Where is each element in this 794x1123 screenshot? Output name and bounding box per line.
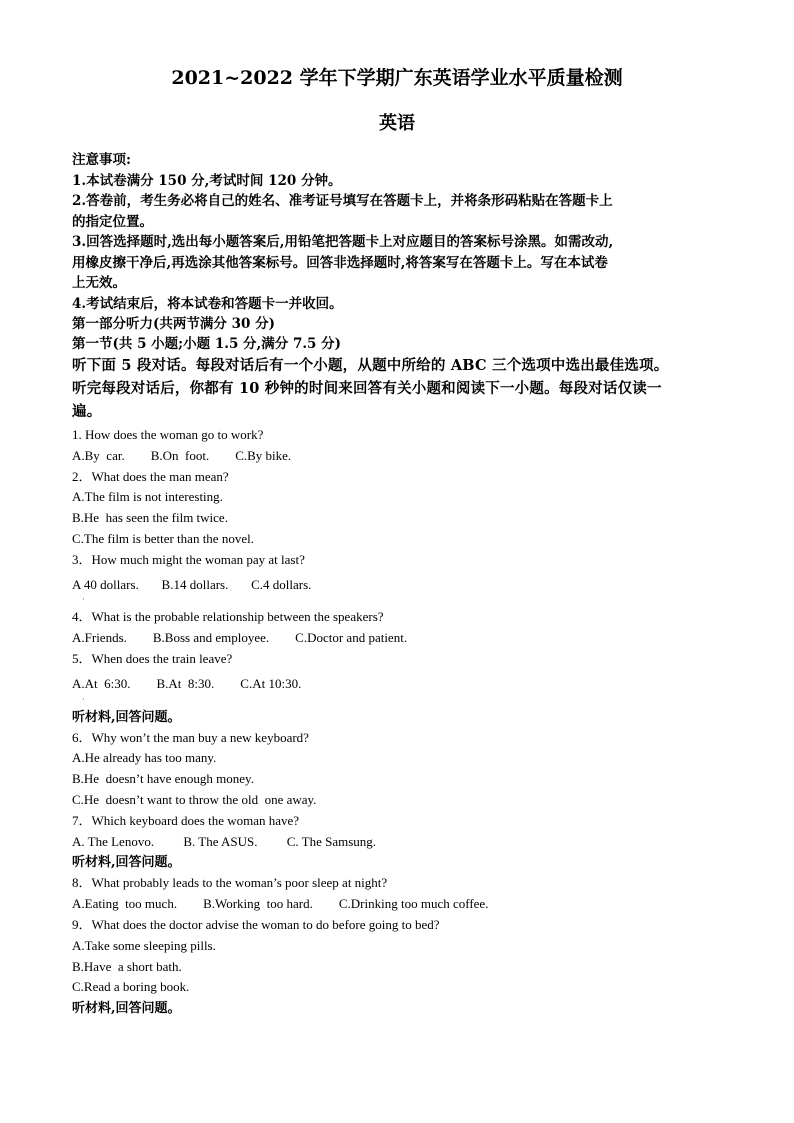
question-8-options: A.Eating too much. B.Working too hard. C.Drinking too much coffee. xyxy=(72,896,489,912)
section1-heading: 第一节(共 5 小题;小题 1.5 分,满分 7.5 分) xyxy=(72,336,342,352)
instruction-line: 听下面 5 段对话。每段对话后有一个小题，从题中所给的 ABC 三个选项中选出最佳选项。 xyxy=(72,357,669,374)
question-5: 5．When does the train leave? xyxy=(72,650,233,666)
instruction-line: 遍。 xyxy=(72,403,102,420)
question-4: 4．What is the probable relationship between the speakers? xyxy=(72,609,384,625)
question-9: 9．What does the doctor advise the woman to do before going to bed? xyxy=(72,916,440,932)
question-9-option-c: C.Read a boring book. xyxy=(72,979,190,995)
question-7: 7．Which keyboard does the woman have? xyxy=(72,812,300,828)
part1-heading: 第一部分听力(共两节满分 30 分) xyxy=(72,316,275,332)
question-1-options: A.By car. B.On foot. C.By bike. xyxy=(72,447,292,463)
question-6-option-b: B.He doesn’t have enough money. xyxy=(72,771,254,787)
question-2: 2．What does the man mean? xyxy=(72,468,229,484)
notice-item: 1.本试卷满分 150 分,考试时间 120 分钟。 xyxy=(72,172,342,189)
notice-item: 2.答卷前，考生务必将自己的姓名、准考证号填写在答题卡上，并将条形码粘贴在答题卡上 xyxy=(72,193,613,209)
notice-block xyxy=(72,150,722,314)
question-1: 1. How does the woman go to work? xyxy=(72,427,264,442)
question-2-option-a: A.The film is not interesting. xyxy=(72,489,223,505)
question-4-options: A.Friends. B.Boss and employee. C.Doctor and patient. xyxy=(72,630,408,646)
question-8: 8．What probably leads to the woman’s poor sleep at night? xyxy=(72,875,388,891)
question-9-option-a: A.Take some sleeping pills. xyxy=(72,937,216,953)
question-3-options: A 40 dollars. B.14 dollars. C.4 dollars. xyxy=(72,576,312,592)
notice-item: 上无效。 xyxy=(72,275,126,291)
question-3: 3．How much might the woman pay at last? xyxy=(72,551,305,567)
question-6-option-a: A.He already has too many. xyxy=(72,750,217,766)
section-heading: 听材料,回答问题。 xyxy=(72,709,181,725)
notice-item: 3.回答选择题时,选出每小题答案后,用铅笔把答题卡上对应题目的答案标号涂黑。如需改动, xyxy=(72,234,614,250)
question-7-options: A. The Lenovo. B. The ASUS. C. The Samsung. xyxy=(72,833,377,849)
question-9-option-b: B.Have a short bath. xyxy=(72,958,182,974)
instruction-line: 听完每段对话后，你都有 10 秒钟的时间来回答有关小题和阅读下一小题。每段对话仅读一 xyxy=(72,380,662,397)
exam-subject: 英语 xyxy=(379,113,415,134)
part1-header xyxy=(72,314,722,423)
stray-mark: · xyxy=(82,594,85,605)
question-5-options: A.At 6:30. B.At 8:30. C.At 10:30. xyxy=(72,675,302,691)
section-heading: 听材料,回答问题。 xyxy=(72,1001,181,1017)
exam-title: 2021~2022 学年下学期广东英语学业水平质量检测 xyxy=(171,67,623,89)
question-2-option-c: C.The film is better than the novel. xyxy=(72,530,254,546)
section-heading: 听材料,回答问题。 xyxy=(72,855,181,871)
notice-item: 4.考试结束后，将本试卷和答题卡一并收回。 xyxy=(72,295,343,312)
question-2-option-b: B.He has seen the film twice. xyxy=(72,510,228,526)
notice-item: 用橡皮擦干净后,再选涂其他答案标号。回答非选择题时,将答案写在答题卡上。写在本试卷 xyxy=(72,254,608,271)
notice-heading: 注意事项: xyxy=(72,152,131,168)
notice-item: 的指定位置。 xyxy=(72,213,153,230)
exam-page xyxy=(72,66,722,1019)
question-list xyxy=(72,425,722,1019)
question-6-option-c: C.He doesn’t want to throw the old one away. xyxy=(72,791,317,807)
stray-mark: · xyxy=(82,693,85,704)
question-6: 6．Why won’t the man buy a new keyboard? xyxy=(72,729,309,745)
